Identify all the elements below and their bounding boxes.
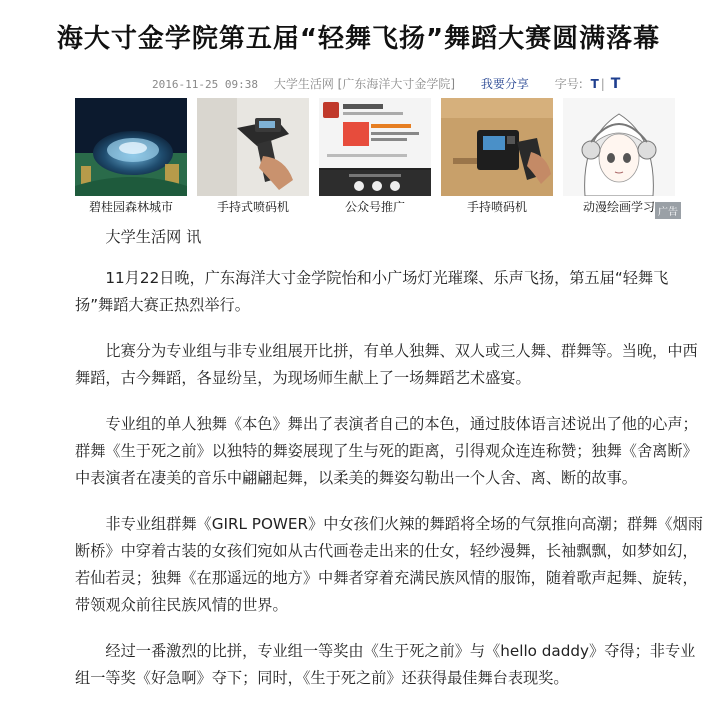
ad-item[interactable] [441,98,553,216]
article-meta [152,75,620,92]
anime-girl-image[interactable] [563,98,675,196]
font-large-button[interactable]: T [610,76,621,92]
ad-caption[interactable]: 公众号推广 [344,200,405,214]
article-paragraph: 11月22日晚，广东海洋大寸金学院怡和小广场灯光璀璨、乐声飞扬，第五届“轻舞飞扬”舞蹈大赛正热烈举行。 [75,269,669,314]
article-paragraph: 专业组的单人独舞《本色》舞出了表演者自己的本色，通过肢体语言述说出了他的心声；群舞《生于死之前》以独特的舞姿展现了生与死的距离，引得观众连连称赞；独舞《舍离断》中表演者在凄美的音乐中翩翩起舞，以柔美的舞姿勾勒出一个人舍、离、断的故事。 [75,415,698,487]
ad-caption[interactable]: 碧桂园森林城市 [88,200,173,214]
ad-item[interactable] [75,98,187,216]
ad-item[interactable] [197,98,309,216]
share-button[interactable]: 我要分享 [480,77,529,91]
source-link[interactable]: 大学生活网 [广东海洋大寸金学院] [273,77,456,91]
article-paragraph: 比赛分为专业组与非专业组展开比拼，有单人独舞、双人或三人舞、群舞等。当晚，中西舞蹈，古今舞蹈，各显纷呈，为现场师生献上了一场舞蹈艺术盛宴。 [75,342,698,387]
ad-caption[interactable]: 动漫绘画学习 [582,200,655,214]
ad-caption[interactable]: 手持喷码机 [466,200,527,214]
font-size-separator: | [600,77,605,91]
phone-app-image[interactable] [319,98,431,196]
article-paragraph: 非专业组群舞《GIRL POWER》中女孩们火辣的舞蹈将全场的气氛推向高潮；群舞《烟雨断桥》中穿着古装的女孩们宛如从古代画卷走出来的仕女，轻纱漫舞，长袖飘飘，如梦如幻，若仙若灵；独舞《在那遥远的地方》中舞者穿着充满民族风情的服饰，随着歌声起舞、旋转，带领观众前往民族风情的世界。 [75,515,703,614]
font-size-label: 字号: [554,77,583,91]
article-body [75,224,703,711]
article-paragraph: 经过一番激烈的比拼，专业组一等奖由《生于死之前》与《hello daddy》夺得；非专业组一等奖《好急啊》夺下；同时，《生于死之前》还获得最佳舞台表现奖。 [75,642,696,687]
printer-on-box-image[interactable] [441,98,553,196]
ad-label-badge: 广告 [655,202,681,219]
ad-caption[interactable]: 手持式喷码机 [216,200,289,214]
article-title: 海大寸金学院第五届“轻舞飞扬”舞蹈大赛圆满落幕 [56,24,661,54]
ad-item[interactable] [319,98,431,216]
city-aerial-image[interactable] [75,98,187,196]
ad-item[interactable] [563,98,678,218]
handheld-printer-image[interactable] [197,98,309,196]
article-paragraph: 大学生活网 讯 [105,228,202,246]
font-small-button[interactable]: T [590,77,599,91]
ad-strip [75,98,680,216]
publish-date: 2016-11-25 09:38 [152,78,258,91]
